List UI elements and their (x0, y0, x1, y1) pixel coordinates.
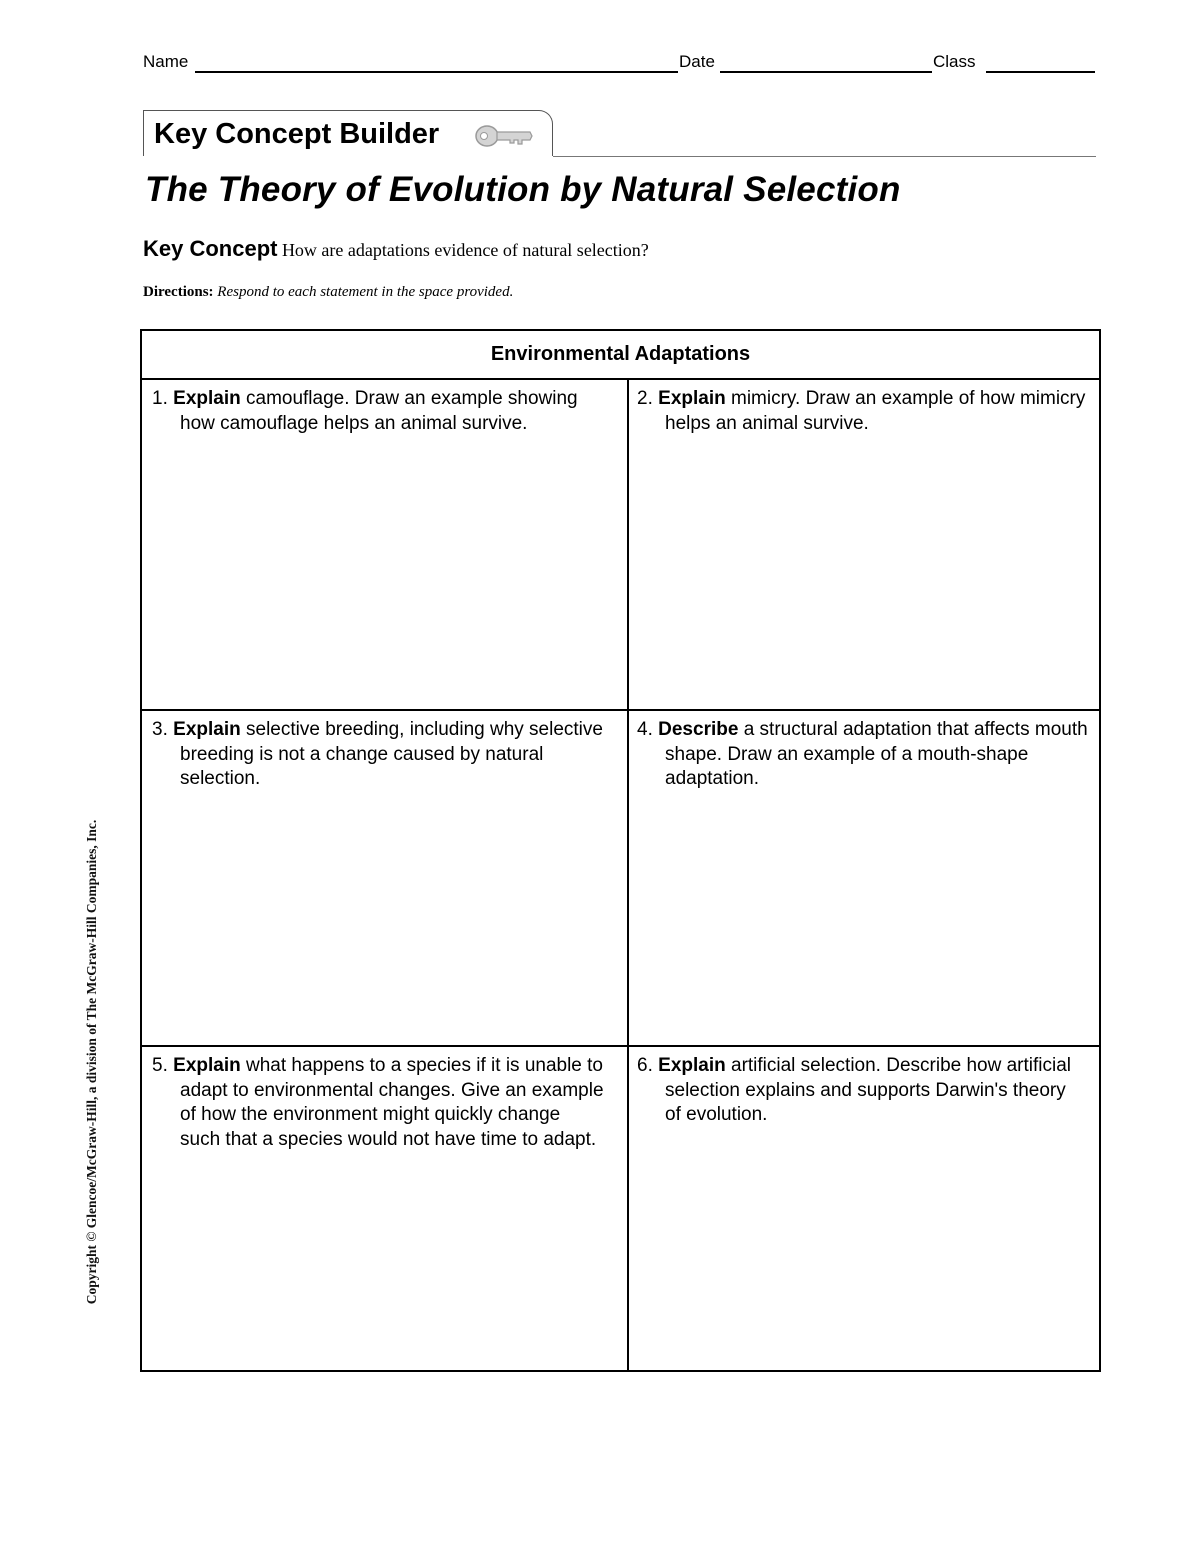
question-cell-5[interactable] (152, 1054, 604, 1152)
adaptations-table (140, 329, 1101, 1372)
question-number: 4. (637, 719, 653, 740)
question-verb: Explain (173, 1055, 241, 1076)
row-divider (142, 1045, 1099, 1047)
class-label: Class (933, 52, 976, 71)
question-cell-1[interactable] (152, 387, 614, 436)
question-verb: Explain (658, 388, 726, 409)
key-icon (474, 121, 534, 151)
key-concept-label: Key Concept (143, 236, 278, 261)
question-cell-4[interactable] (637, 718, 1097, 792)
key-concept (143, 236, 649, 262)
question-number: 3. (152, 719, 168, 740)
question-text: what happens to a species if it is unable to adapt to environmental changes. Give an example of how the environment might quickly change such that a species would not have time to adapt. (180, 1055, 604, 1150)
question-number: 1. (152, 388, 168, 409)
copyright-notice: Copyright © Glencoe/McGraw-Hill, a division of The McGraw-Hill Companies, Inc. (84, 819, 99, 1305)
name-blank[interactable] (195, 71, 678, 73)
key-concept-builder-banner (143, 110, 553, 156)
question-verb: Explain (658, 1055, 726, 1076)
student-info-line (143, 52, 1095, 74)
question-text: a structural adaptation that affects mouth shape. Draw an example of a mouth-shape adaptation. (665, 719, 1088, 789)
question-number: 5. (152, 1055, 168, 1076)
directions (143, 284, 513, 301)
question-text: camouflage. Draw an example showing how camouflage helps an animal survive. (180, 388, 578, 434)
date-blank[interactable] (720, 71, 932, 73)
page-title: The Theory of Evolution by Natural Selection (145, 170, 901, 209)
question-verb: Describe (658, 719, 739, 740)
directions-label: Directions: (143, 284, 214, 300)
question-cell-3[interactable] (152, 718, 622, 792)
row-divider (142, 709, 1099, 711)
question-text: mimicry. Draw an example of how mimicry helps an animal survive. (665, 388, 1086, 434)
question-verb: Explain (173, 388, 241, 409)
question-number: 6. (637, 1055, 653, 1076)
question-cell-6[interactable] (637, 1054, 1077, 1128)
key-concept-question: How are adaptations evidence of natural selection? (281, 240, 649, 260)
banner-title: Key Concept Builder (154, 118, 440, 150)
question-text: selective breeding, including why selective breeding is not a change caused by natural selection. (180, 719, 603, 789)
question-number: 2. (637, 388, 653, 409)
question-text: artificial selection. Describe how artificial selection explains and supports Darwin's theory of evolution. (665, 1055, 1072, 1125)
question-verb: Explain (173, 719, 241, 740)
banner-rule (553, 156, 1096, 157)
column-divider (627, 378, 629, 1370)
name-label: Name (143, 52, 189, 71)
question-cell-2[interactable] (637, 387, 1097, 436)
date-label: Date (679, 52, 715, 71)
class-blank[interactable] (986, 71, 1095, 73)
table-title: Environmental Adaptations (142, 331, 1099, 380)
directions-text: Respond to each statement in the space provided. (217, 284, 514, 300)
